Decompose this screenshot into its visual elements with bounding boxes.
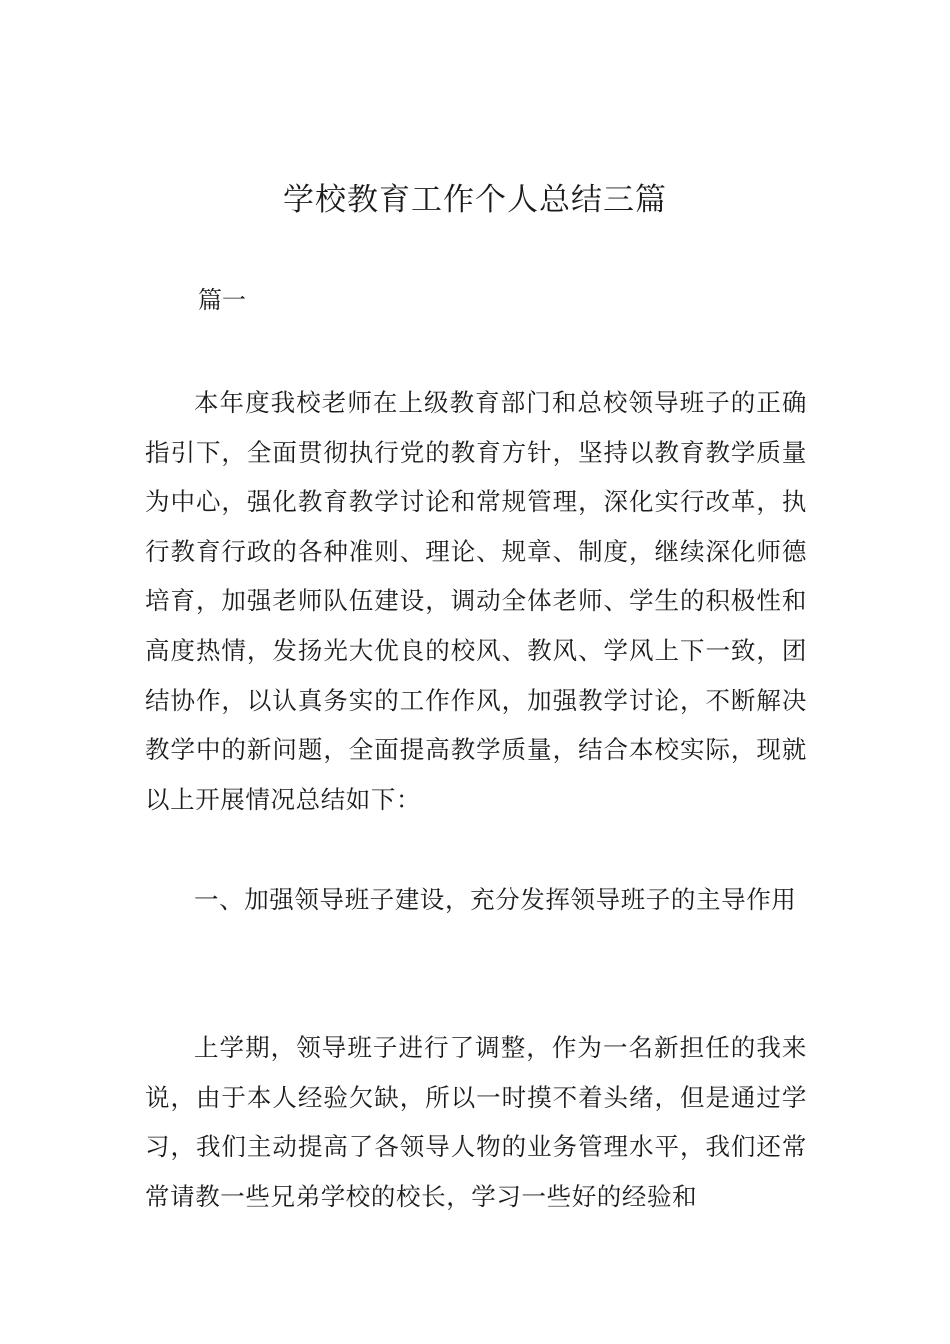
section-heading-one: 一、加强领导班子建设，充分发挥领导班子的主导作用 bbox=[194, 885, 797, 914]
body-paragraph: 上学期，领导班子进行了调整，作为一名新担任的我来说，由于本人经验欠缺，所以一时摸不着头绪，但是通过学习，我们主动提高了各领导人物的业务管理水平，我们还常常请教一些兄弟学校的校长，学习一些好的经验和 bbox=[145, 1033, 807, 1211]
intro-paragraph: 本年度我校老师在上级教育部门和总校领导班子的正确指引下，全面贯彻执行党的教育方针，坚持以教育教学质量为中心，强化教育教学讨论和常规管理，深化实行改革，执行教育行政的各种准则、理论、规章、制度，继续深化师德培育，加强老师队伍建设，调动全体老师、学生的积极性和高度热情，发扬光大优良的校风、教风、学风上下一致，团结协作，以认真务实的工作作风，加强教学讨论，不断解决教学中的新问题，全面提高教学质量，结合本校实际，现就以上开展情况总结如下： bbox=[145, 388, 807, 814]
section-label: 篇一 bbox=[198, 286, 246, 314]
document-title: 学校教育工作个人总结三篇 bbox=[283, 182, 667, 218]
